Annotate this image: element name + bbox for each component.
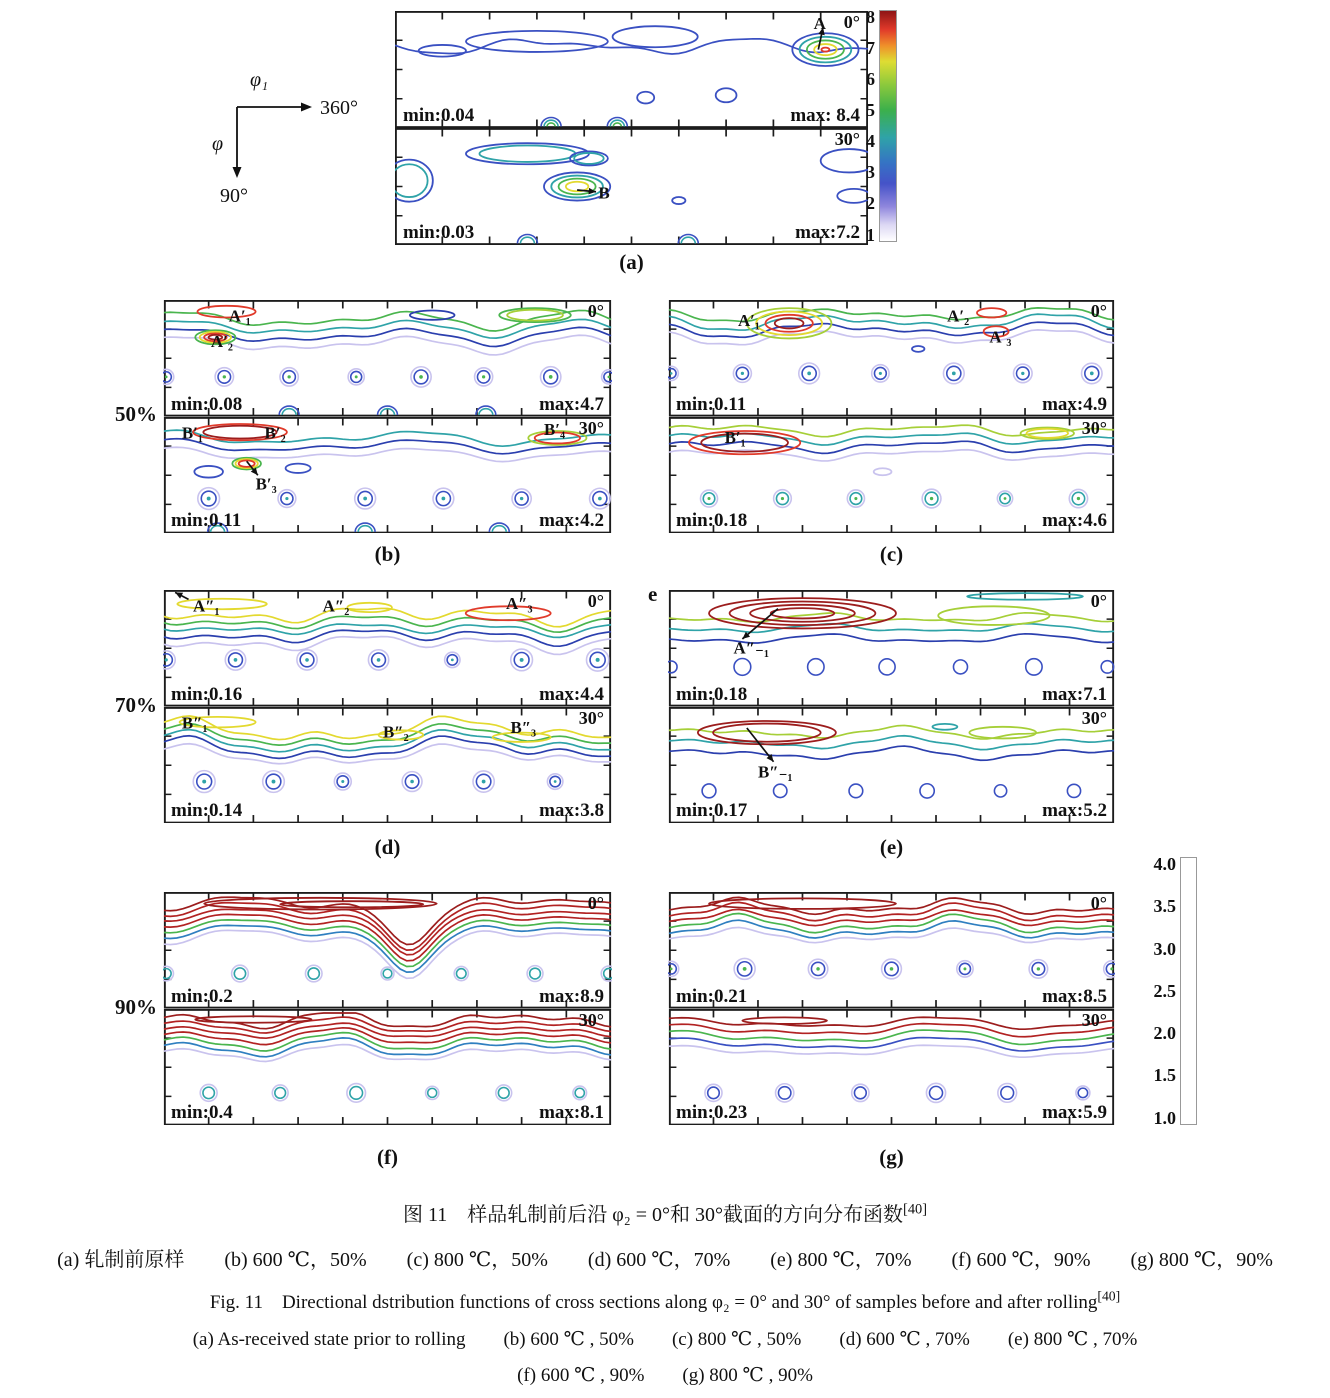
phi-axis-max: 90° <box>220 185 248 207</box>
annotation-label: A′₃ <box>989 327 1012 347</box>
max-label: max:7.1 <box>1042 683 1107 705</box>
max-label: max:4.2 <box>539 510 604 531</box>
angle-label: 0° <box>587 591 604 611</box>
min-label: min:0.2 <box>171 985 233 1007</box>
angle-label: 0° <box>587 893 604 913</box>
angle-label: 30° <box>578 707 604 728</box>
max-label: max:5.9 <box>1042 1102 1107 1123</box>
angle-label: 0° <box>843 12 860 32</box>
min-label: min:0.04 <box>403 105 475 126</box>
min-label: min:0.4 <box>171 1102 233 1123</box>
annotation-label: B′₂ <box>264 422 286 442</box>
min-label: min:0.17 <box>676 800 748 821</box>
annotation-label: B <box>598 183 610 203</box>
panel-g <box>668 892 1115 1125</box>
max-label: max:8.9 <box>539 985 604 1007</box>
colorbar-tick-label: 1 <box>866 224 875 245</box>
colorbar-tick-label: 7 <box>866 38 875 59</box>
max-label: max: 8.4 <box>790 105 860 126</box>
caption-en-subitems-2-text: (f) 600 ℃ , 90% (g) 800 ℃ , 90% <box>517 1365 813 1386</box>
row-label-90: 90% <box>115 995 157 1019</box>
min-label: min:0.08 <box>171 393 243 415</box>
panel-d-section-0deg <box>163 590 612 707</box>
colorbar-tick-label: 2.5 <box>1153 980 1176 1001</box>
min-label: min:0.11 <box>171 510 242 531</box>
min-label: min:0.11 <box>676 393 747 415</box>
colorbar-tick-label: 5 <box>866 100 875 121</box>
angle-label: 30° <box>578 1009 604 1030</box>
colorbar-top-gradient <box>879 10 897 242</box>
caption-zh-subitems <box>0 1243 1330 1272</box>
min-label: min:0.21 <box>676 985 748 1007</box>
max-label: max:7.2 <box>795 222 860 243</box>
annotation-label: A′₁ <box>737 310 760 330</box>
colorbar-tick-label: 1.0 <box>1153 1107 1176 1128</box>
angle-label: 30° <box>1081 417 1107 438</box>
panel-g-section-0deg <box>668 892 1115 1009</box>
angle-label: 0° <box>1090 301 1107 321</box>
annotation-label: B″₋₁ <box>757 761 793 781</box>
stray-label-e: e <box>648 582 658 606</box>
panel-b-section-0deg <box>163 300 612 417</box>
annotation-label: A″₁ <box>193 596 220 616</box>
annotation-label: A <box>813 13 826 33</box>
annotation-label: A′₁ <box>228 306 251 326</box>
panel-c-letter: (c) <box>879 542 904 566</box>
max-label: max:4.4 <box>539 683 604 705</box>
angle-label: 0° <box>1090 591 1107 611</box>
colorbar-top <box>866 7 897 245</box>
annotation-label: A′₂ <box>210 331 233 351</box>
panel-d-letter: (d) <box>374 835 401 859</box>
panel-f <box>163 892 612 1125</box>
panel-f-letter: (f) <box>377 1145 398 1169</box>
colorbar-tick-label: 4.0 <box>1153 854 1176 874</box>
caption-zh-ref: [40] <box>903 1201 928 1218</box>
min-label: min:0.03 <box>403 222 475 243</box>
colorbar-tick-label: 1.5 <box>1153 1065 1176 1086</box>
angle-label: 30° <box>1081 707 1107 728</box>
min-label: min:0.18 <box>676 510 748 531</box>
caption-zh-subitems-text: (a) 轧制前原样 (b) 600 ℃，50% (c) 800 ℃，50% (d) 600 ℃，70% (e) 800 ℃，70% (f) 600 ℃，90% (g) 800 ℃，90% <box>57 1249 1273 1271</box>
panel-a-section-0deg <box>395 11 868 128</box>
phi-arrowhead-icon <box>233 167 242 178</box>
phi1-axis-max: 360° <box>320 97 358 119</box>
annotation-label: B′₁ <box>724 427 746 447</box>
caption-en-title <box>0 1287 1330 1314</box>
panel-d-section-30deg <box>163 707 612 824</box>
colorbar-tick-label: 3.5 <box>1153 896 1176 917</box>
angle-label: 30° <box>1081 1009 1107 1030</box>
row-label-50: 50% <box>115 402 157 426</box>
min-label: min:0.14 <box>171 800 243 821</box>
panel-e-section-0deg <box>668 590 1115 707</box>
phi-axis-label: φ <box>212 133 224 155</box>
caption-en-subitems-1-text: (a) As-received state prior to rolling (b) 600 ℃ , 50% (c) 800 ℃ , 50% (d) 600 ℃ , 70% (e) 800 ℃ , 70% <box>192 1329 1138 1350</box>
max-label: max:4.9 <box>1042 393 1107 415</box>
annotation-label: B′₃ <box>255 474 277 494</box>
panel-e-letter: (e) <box>879 835 904 859</box>
angle-label: 0° <box>1090 893 1107 913</box>
panel-b-section-30deg <box>163 417 612 534</box>
panel-d <box>163 590 612 823</box>
colorbar-tick-label: 3 <box>866 162 875 183</box>
max-label: max:8.1 <box>539 1102 604 1123</box>
angle-label: 0° <box>587 301 604 321</box>
colorbar-top-labels <box>866 7 879 245</box>
row-label-70: 70% <box>115 693 157 717</box>
panel-a-section-30deg <box>395 128 868 245</box>
panel-a-letter: (a) <box>619 250 644 274</box>
colorbar-tick-label: 3.0 <box>1153 938 1176 959</box>
angle-label: 30° <box>578 417 604 438</box>
caption-en-title-text: Fig. 11 Directional dstribution functions of cross sections along φ₂ = 0° and 30° of samples before and after rolling <box>209 1292 1098 1313</box>
annotation-label: B″₃ <box>510 717 537 737</box>
colorbar-tick-label: 6 <box>866 69 875 90</box>
panel-b-letter: (b) <box>374 542 401 566</box>
annotation-label: A″₃ <box>505 593 533 613</box>
min-label: min:0.18 <box>676 683 748 705</box>
panel-c-section-30deg <box>668 417 1115 534</box>
colorbar-bottom <box>1138 854 1197 1128</box>
panel-f-section-0deg <box>163 892 612 1009</box>
panel-c-section-0deg <box>668 300 1115 417</box>
annotation-label: A″₂ <box>322 596 350 616</box>
max-label: max:8.5 <box>1042 985 1107 1007</box>
min-label: min:0.16 <box>171 683 243 705</box>
annotation-label: B′₄ <box>543 419 566 439</box>
panel-g-letter: (g) <box>879 1145 904 1169</box>
caption-en-subitems-1 <box>0 1324 1330 1351</box>
colorbar-tick-label: 8 <box>866 7 875 27</box>
max-label: max:4.7 <box>539 393 604 415</box>
caption-zh-title-text: 图 11 样品轧制前后沿 φ₂ = 0°和 30°截面的方向分布函数 <box>402 1204 904 1226</box>
colorbar-bottom-gradient <box>1180 857 1197 1125</box>
phi1-axis-label: φ₁ <box>250 69 269 91</box>
colorbar-tick-label: 4 <box>866 131 875 152</box>
caption-zh-title <box>0 1198 1330 1227</box>
phi1-arrowhead-icon <box>301 103 312 112</box>
annotation-label: A′₂ <box>947 306 970 326</box>
annotation-label: B′₁ <box>181 422 203 442</box>
colorbar-tick-label: 2 <box>866 193 875 214</box>
panel-e-section-30deg <box>668 707 1115 824</box>
axis-legend <box>200 60 380 210</box>
annotation-label: A″₋₁ <box>733 638 770 658</box>
annotation-label: B″₁ <box>181 712 208 732</box>
panel-c <box>668 300 1115 533</box>
annotation-label: B″₂ <box>383 722 409 742</box>
colorbar-tick-label: 2.0 <box>1153 1023 1176 1044</box>
caption-en-subitems-2 <box>0 1360 1330 1387</box>
max-label: max:3.8 <box>539 800 604 821</box>
min-label: min:0.23 <box>676 1102 748 1123</box>
colorbar-bottom-labels <box>1138 854 1180 1128</box>
panel-g-section-30deg <box>668 1009 1115 1126</box>
max-label: max:5.2 <box>1042 800 1107 821</box>
panel-b <box>163 300 612 533</box>
panel-a <box>395 11 868 245</box>
panel-e <box>668 590 1115 823</box>
max-label: max:4.6 <box>1042 510 1107 531</box>
caption-en-ref: [40] <box>1097 1288 1121 1304</box>
angle-label: 30° <box>834 129 860 149</box>
panel-f-section-30deg <box>163 1009 612 1126</box>
